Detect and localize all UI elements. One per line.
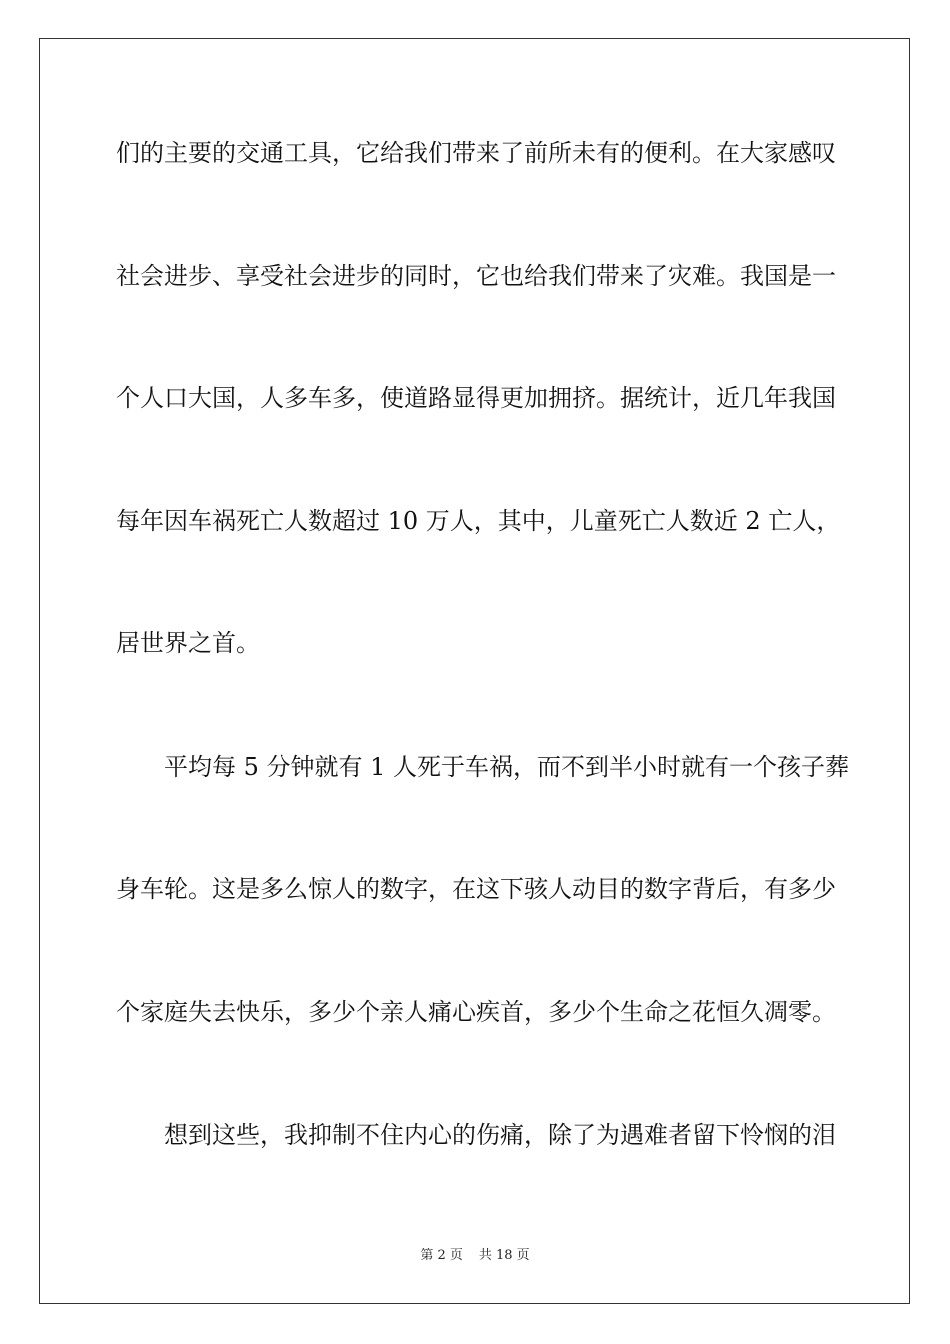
page-border (39, 38, 910, 1304)
paragraph-start-line: 想到这些，我抑制不住内心的伤痛，除了为遇难者留下怜悯的泪 (164, 1121, 836, 1149)
page-footer (0, 1247, 950, 1265)
page-total: 共 18 页 (478, 1248, 530, 1263)
text-line: 居世界之首。 (116, 629, 260, 657)
text-line: 个人口大国，人多车多，使道路显得更加拥挤。据统计，近几年我国 (116, 384, 836, 412)
page-number: 第 2 页 (420, 1248, 463, 1263)
text-line: 每年因车祸死亡人数超过 10 万人，其中，儿童死亡人数近 2 亡人， (116, 507, 841, 535)
text-line: 们的主要的交通工具，它给我们带来了前所未有的便利。在大家感叹 (116, 139, 836, 167)
text-line: 社会进步、享受社会进步的同时，它也给我们带来了灾难。我国是一 (116, 262, 836, 290)
text-line: 身车轮。这是多么惊人的数字，在这下骇人动目的数字背后，有多少 (116, 875, 836, 903)
text-line: 个家庭失去快乐，多少个亲人痛心疾首，多少个生命之花恒久凋零。 (116, 998, 836, 1026)
paragraph-start-line: 平均每 5 分钟就有 1 人死于车祸，而不到半小时就有一个孩子葬 (164, 753, 850, 781)
